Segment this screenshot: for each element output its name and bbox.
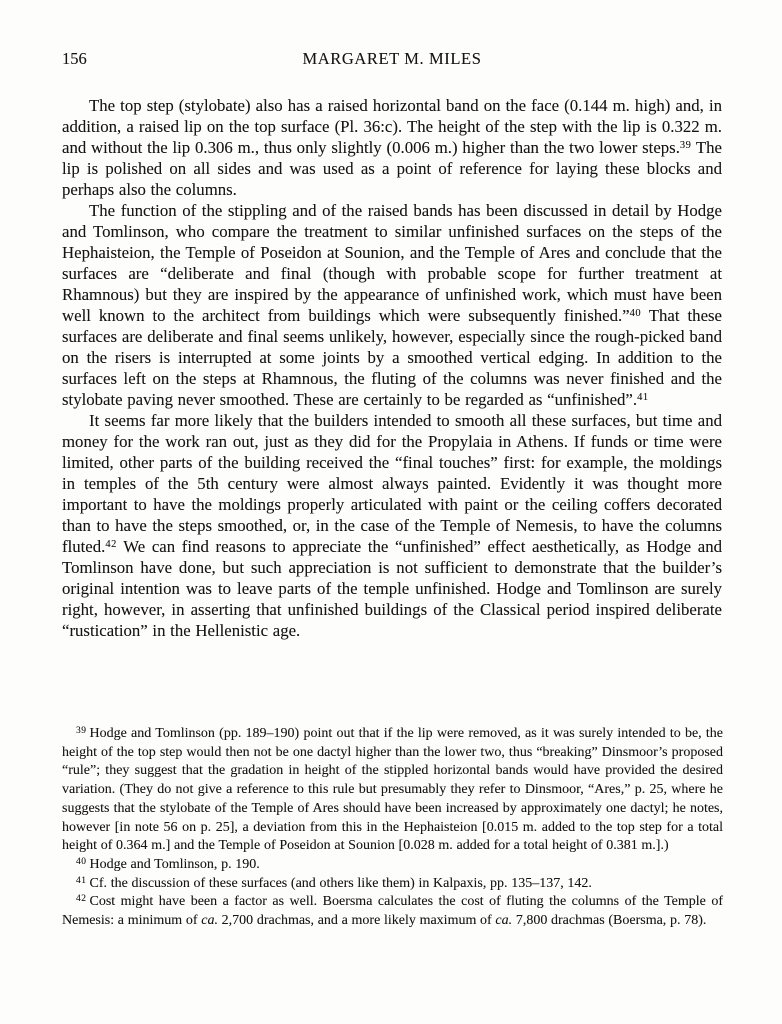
body-text — [62, 95, 722, 641]
footnote-42-italic-ca-1: ca. — [201, 913, 218, 929]
footnote-42-marker: 42 — [76, 894, 87, 905]
footnote-42-italic-ca-2: ca. — [495, 913, 513, 929]
paragraph-3-text: It seems far more likely that the builders intended to smooth all these surfaces, but time and money for the work ran out, just as they did for the Propylaia in Athens. If funds or time were limited, other parts of the building received the “final touches” first: for example, the moldings in temples of the 5th century were almost always painted. Evidently it was thought more important to have the moldings properly articulated with paint or the ceiling coffers decorated than to have the steps smoothed, or, in the case of the Temple of Nemesis, to have the columns fluted. — [62, 411, 722, 556]
footnote-42-text-end: 7,800 drachmas (Boersma, p. 78). — [512, 913, 707, 929]
footnote-40-text: Hodge and Tomlinson, p. 190. — [89, 856, 260, 872]
footnotes-section — [62, 725, 723, 931]
paragraph-3 — [62, 410, 722, 641]
footnote-39 — [62, 725, 723, 856]
footnote-41 — [62, 875, 723, 894]
page-content — [62, 50, 722, 641]
footnote-41-marker: 41 — [76, 875, 87, 886]
paragraph-1 — [62, 95, 722, 200]
paragraph-3-text-cont: We can find reasons to appreciate the “unfinished” effect aesthetically, as Hodge and Tomlinson have done, but such appreciation is not sufficient to demonstrate that the builder’s original intention was to leave parts of the temple unfinished. Hodge and Tomlinson are surely right, however, in asserting that unfinished buildings of the Classical period inspired deliberate “rustication” in the Hellenistic age. — [62, 537, 722, 640]
paragraph-2-text: The function of the stippling and of the raised bands has been discussed in detail by Hodge and Tomlinson, who compare the treatment to similar unfinished surfaces on the steps of the Hephaisteion, the Temple of Poseidon at Sounion, and the Temple of Ares and conclude that the surfaces are “deliberate and final (though with probable scope for further treatment at Rhamnous) but they are inspired by the appearance of unfinished work, which must have been well known to the architect from buildings which were subsequently finished.” — [62, 201, 722, 325]
footnote-42 — [62, 893, 723, 930]
paragraph-1-text-cont: The lip is polished on all sides and was used as a point of reference for laying these blocks and perhaps also the columns. — [62, 138, 723, 199]
page-number: 156 — [62, 49, 87, 68]
footnote-ref-42: 42 — [105, 538, 117, 550]
footnote-41-text: Cf. the discussion of these surfaces (and others like them) in Kalpaxis, pp. 135–137, 142. — [89, 875, 592, 891]
footnote-39-marker: 39 — [76, 726, 87, 736]
footnote-ref-39: 39 — [679, 139, 692, 151]
footnote-ref-41: 41 — [637, 391, 649, 403]
footnote-42-text-cont: 2,700 drachmas, and a more likely maximum of — [217, 913, 496, 929]
running-head — [62, 50, 722, 67]
footnote-40-marker: 40 — [76, 856, 87, 867]
footnote-42-text: Cost might have been a factor as well. Boersma calculates the cost of fluting the columns of the Temple of Nemesis: a minimum of — [62, 894, 723, 929]
paragraph-2-text-cont: That these surfaces are deliberate and final seems unlikely, however, especially since the rough-picked band on the risers is interrupted at some joints by a smoothed vertical edging. In addition to the surfaces left on the steps at Rhamnous, the fluting of the columns was never finished and the stylobate paving never smoothed. These are certainly to be regarded as “unfinished”. — [62, 306, 722, 409]
footnote-39-text: Hodge and Tomlinson (pp. 189–190) point out that if the lip were removed, as it was surely intended to be, the height of the top step would then not be one dactyl higher than the lower two, thus “breaking” Dinsmoor’s proposed “rule”; they suggest that the gradation in height of the stippled horizontal bands would have provided the desired variation. (They do not give a reference to this rule but presumably they refer to Dinsmoor, “Ares,” p. 25, where he suggests that the stylobate of the Temple of Ares should have been increased by approximately one dactyl; he notes, however [in note 56 on p. 25], a deviation from this in the Hephaisteion [0.015 m. added to the top step for a total height of 0.364 m.] and the Temple of Poseidon at Sounion [0.028 m. added for a total height of 0.381 m.].) — [62, 726, 723, 854]
running-title-author: MARGARET M. MILES — [302, 49, 482, 68]
footnote-40 — [62, 856, 723, 875]
footnote-ref-40: 40 — [629, 307, 642, 319]
paragraph-1-text: The top step (stylobate) also has a raised horizontal band on the face (0.144 m. high) and, in addition, a raised lip on the top surface (Pl. 36:c). The height of the step with the lip is 0.322 m. and without the lip 0.306 m., thus only slightly (0.006 m.) higher than the two lower steps. — [62, 96, 722, 157]
paragraph-2 — [62, 200, 722, 410]
